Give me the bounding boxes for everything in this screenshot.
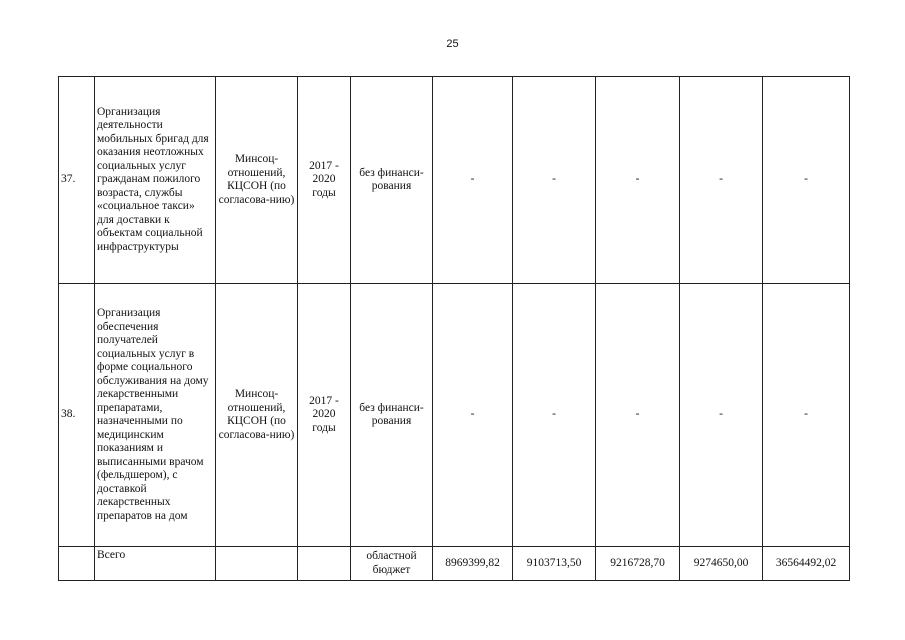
amount-2020-cell: - xyxy=(680,284,763,547)
total-2018: 9103713,50 xyxy=(513,547,596,581)
funding-source-cell: без финанси-рования xyxy=(351,284,433,547)
grand-total: 36564492,02 xyxy=(763,547,850,581)
total-funding-source: областной бюджет xyxy=(351,547,433,581)
total-2019: 9216728,70 xyxy=(596,547,680,581)
amount-2017-cell: - xyxy=(433,284,513,547)
empty-cell xyxy=(298,547,351,581)
amount-total-cell: - xyxy=(763,284,850,547)
amount-2019-cell: - xyxy=(596,284,680,547)
program-activities-table xyxy=(58,76,850,581)
amount-2017-cell: - xyxy=(433,77,513,284)
total-2017: 8969399,82 xyxy=(433,547,513,581)
row-number: 37. xyxy=(59,77,95,284)
table-row xyxy=(59,77,850,284)
total-2020: 9274650,00 xyxy=(680,547,763,581)
amount-2018-cell: - xyxy=(513,77,596,284)
total-label: Всего xyxy=(95,547,216,581)
empty-cell xyxy=(59,547,95,581)
page-number: 25 xyxy=(446,38,459,50)
activity-description: Организация деятельности мобильных бригад для оказания неотложных социальных услуг гражданам пожилого возраста, службы «социальное такси» для доставки к объектам социальной инфраструктуры xyxy=(95,77,216,284)
amount-2018-cell: - xyxy=(513,284,596,547)
empty-cell xyxy=(216,547,298,581)
amount-2019-cell: - xyxy=(596,77,680,284)
period-cell: 2017 - 2020 годы xyxy=(298,284,351,547)
table-row xyxy=(59,284,850,547)
amount-total-cell: - xyxy=(763,77,850,284)
amount-2020-cell: - xyxy=(680,77,763,284)
activity-description: Организация обеспечения получателей социальных услуг в форме социального обслуживания на дому лекарственными препаратами, назначенными по медицинским показаниям и выписанными врачом (фельдшером), с доставкой лекарственных препаратов на дом xyxy=(95,284,216,547)
row-number: 38. xyxy=(59,284,95,547)
executor-cell: Минсоц-отношений, КЦСОН (по согласова-нию) xyxy=(216,284,298,547)
period-cell: 2017 - 2020 годы xyxy=(298,77,351,284)
total-row xyxy=(59,547,850,581)
funding-source-cell: без финанси-рования xyxy=(351,77,433,284)
executor-cell: Минсоц-отношений, КЦСОН (по согласова-нию) xyxy=(216,77,298,284)
